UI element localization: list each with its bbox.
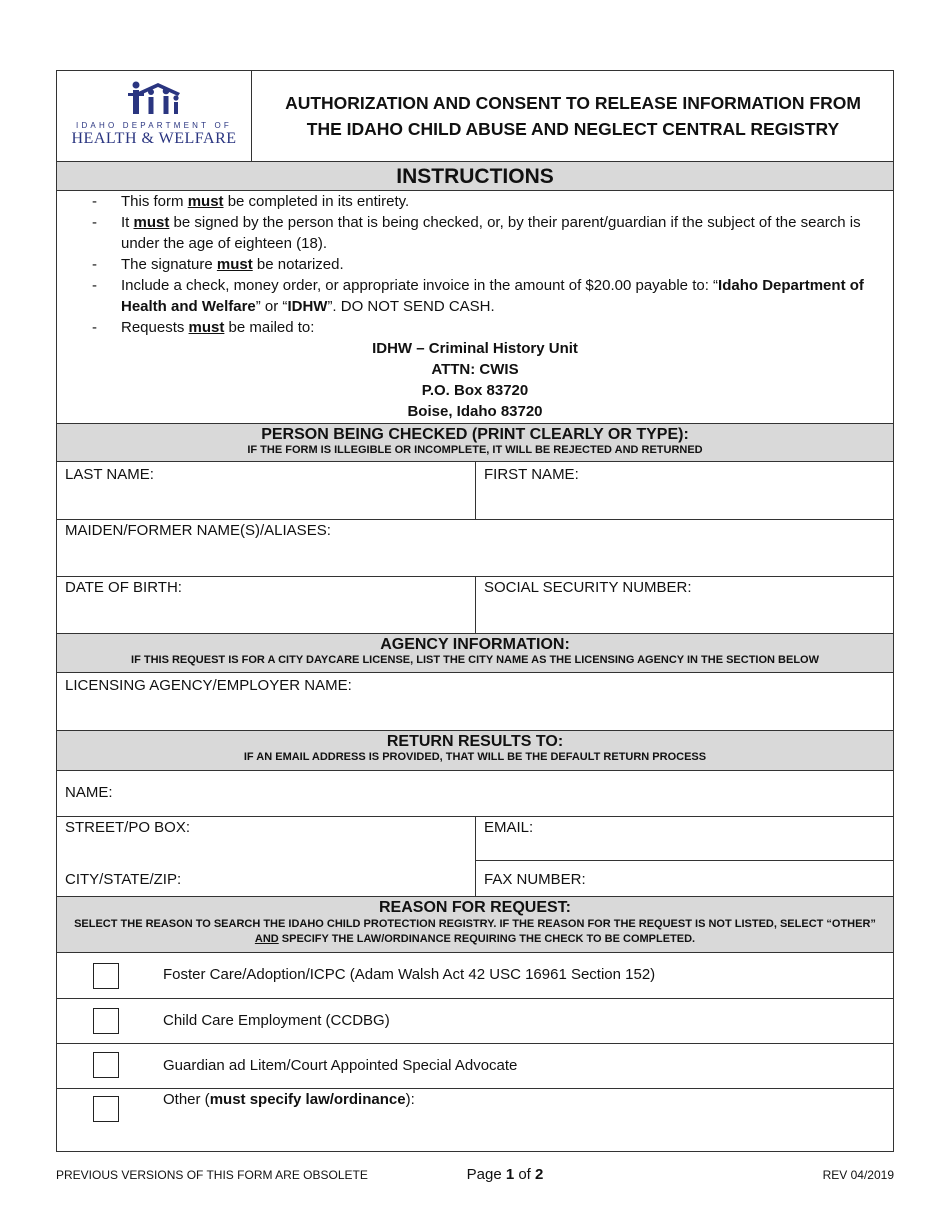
divider: [57, 998, 893, 999]
revision-date: REV 04/2019: [822, 1168, 894, 1182]
instruction-item: - This form must be completed in its entirety.: [92, 193, 410, 210]
foster-care-checkbox[interactable]: [93, 963, 119, 989]
instruction-item: - Include a check, money order, or appropriate invoice in the amount of $20.00 payable to: “Idaho Department of Health and Welfare” or “IDHW”. DO NOT SEND CASH.: [92, 277, 864, 315]
child-care-checkbox[interactable]: [93, 1008, 119, 1034]
return-subheading: IF AN EMAIL ADDRESS IS PROVIDED, THAT WILL BE THE DEFAULT RETURN PROCESS: [243, 751, 707, 763]
employer-name-field[interactable]: LICENSING AGENCY/EMPLOYER NAME:: [65, 677, 352, 694]
agency-heading: AGENCY INFORMATION:: [380, 636, 570, 653]
return-heading: RETURN RESULTS TO:: [386, 733, 564, 750]
guardian-ad-litem-checkbox[interactable]: [93, 1052, 119, 1078]
fax-number-field[interactable]: FAX NUMBER:: [484, 871, 586, 888]
divider: [475, 860, 893, 861]
divider: [475, 816, 476, 896]
logo-dept-text: IDAHO DEPARTMENT OF: [76, 121, 232, 130]
instruction-item: - It must be signed by the person that is being checked, or, by their parent/guardian if the subject of the search is under the age of eighteen (18).: [92, 214, 861, 252]
instructions-heading: INSTRUCTIONS: [396, 165, 554, 188]
family-logo-icon: [122, 79, 186, 117]
divider: [475, 462, 476, 520]
other-checkbox[interactable]: [93, 1096, 119, 1122]
logo-name-text: HEALTH & WELFARE: [71, 130, 237, 147]
reason-heading: REASON FOR REQUEST:: [378, 899, 571, 916]
instructions-list: [57, 191, 893, 422]
child-care-label: Child Care Employment (CCDBG): [163, 1012, 390, 1029]
city-state-zip-field[interactable]: CITY/STATE/ZIP:: [65, 871, 182, 888]
form-title: [253, 71, 893, 161]
address-line: P.O. Box 83720: [421, 382, 529, 399]
street-field[interactable]: STREET/PO BOX:: [65, 819, 191, 836]
divider: [475, 576, 476, 633]
agency-section-header: [57, 633, 893, 673]
foster-care-label: Foster Care/Adoption/ICPC (Adam Walsh Act 42 USC 16961 Section 152): [163, 966, 656, 983]
instruction-item: - The signature must be notarized.: [92, 256, 344, 273]
last-name-field[interactable]: LAST NAME:: [65, 466, 154, 483]
instruction-item: - Requests must be mailed to:: [92, 319, 315, 336]
other-label: Other (must specify law/ordinance):: [163, 1091, 415, 1108]
title-line-2: THE IDAHO CHILD ABUSE AND NEGLECT CENTRAL REGISTRY: [306, 119, 840, 139]
person-heading: PERSON BEING CHECKED (PRINT CLEARLY OR TYPE):: [261, 426, 689, 443]
page-number: Page 1 of 2: [466, 1166, 544, 1183]
release-form: [56, 70, 894, 1152]
mailing-address: [57, 338, 893, 422]
divider: [57, 1043, 893, 1044]
address-line: IDHW – Criminal History Unit: [372, 340, 578, 357]
agency-subheading: IF THIS REQUEST IS FOR A CITY DAYCARE LICENSE, LIST THE CITY NAME AS THE LICENSING AGENCY IN THE SECTION BELOW: [131, 654, 819, 666]
date-of-birth-field[interactable]: DATE OF BIRTH:: [65, 579, 182, 596]
email-field[interactable]: EMAIL:: [484, 819, 534, 836]
return-section-header: [57, 730, 893, 771]
title-line-1: AUTHORIZATION AND CONSENT TO RELEASE INFORMATION FROM: [285, 93, 861, 113]
ssn-field[interactable]: SOCIAL SECURITY NUMBER:: [484, 579, 692, 596]
divider: [57, 1088, 893, 1089]
person-subheading: IF THE FORM IS ILLEGIBLE OR INCOMPLETE, IT WILL BE REJECTED AND RETURNED: [247, 444, 703, 456]
reason-subheading: SELECT THE REASON TO SEARCH THE IDAHO CHILD PROTECTION REGISTRY. IF THE REASON FOR THE REQUEST IS NOT LISTED, SELECT “OTHER” AND SPECIFY THE LAW/ORDINANCE REQUIRING THE CHECK TO BE COMPLETED.: [74, 918, 876, 945]
obsolete-notice: PREVIOUS VERSIONS OF THIS FORM ARE OBSOLETE: [56, 1168, 368, 1182]
divider: [57, 519, 893, 520]
idhw-logo: [57, 71, 252, 161]
instructions-header: [57, 161, 893, 191]
address-line: Boise, Idaho 83720: [407, 403, 543, 420]
return-name-field[interactable]: NAME:: [65, 784, 113, 801]
reason-section-header: [57, 896, 893, 953]
person-section-header: [57, 423, 893, 462]
maiden-name-field[interactable]: MAIDEN/FORMER NAME(S)/ALIASES:: [65, 522, 331, 539]
address-line: ATTN: CWIS: [431, 361, 519, 378]
guardian-ad-litem-label: Guardian ad Litem/Court Appointed Special Advocate: [163, 1057, 518, 1074]
first-name-field[interactable]: FIRST NAME:: [484, 466, 579, 483]
